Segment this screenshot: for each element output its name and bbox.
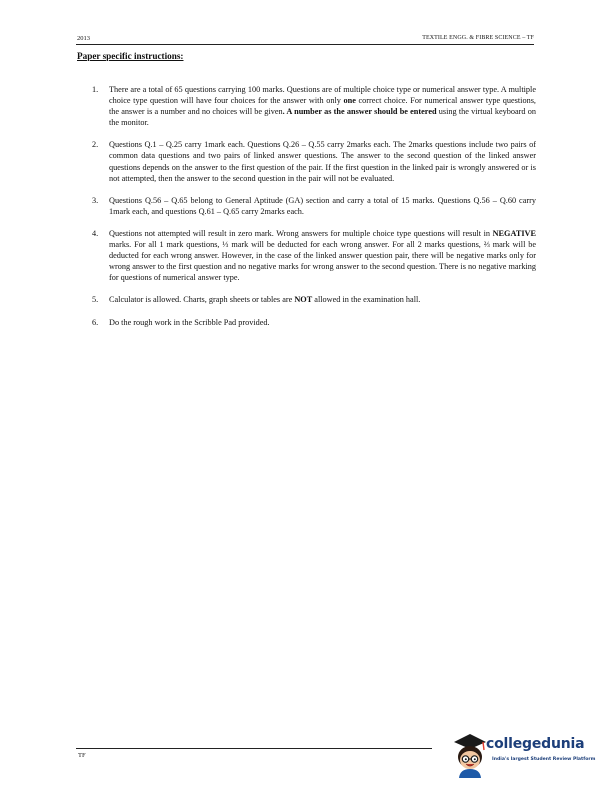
- instruction-list: [92, 84, 536, 339]
- instruction-item: [92, 84, 536, 128]
- instruction-segment: Do the rough work in the Scribble Pad provided.: [109, 317, 270, 327]
- instruction-text: [109, 317, 536, 328]
- logo-brand: collegedunia: [486, 736, 585, 752]
- instruction-number: 2.: [92, 140, 99, 150]
- instruction-item: [92, 195, 536, 217]
- instruction-number: 1.: [92, 85, 99, 94]
- instruction-segment: allowed in the examination hall.: [312, 295, 421, 305]
- instruction-text: [109, 195, 536, 217]
- header-divider: [76, 44, 534, 45]
- instruction-segment: correct choice. For numerical answer type questions, the answer is a number and no choices will be given: [109, 96, 536, 117]
- instruction-number: 4.: [92, 228, 99, 238]
- instruction-emphasis: one: [343, 96, 356, 106]
- instruction-segment: There are a total of 65 questions carrying 100 marks. Questions are of multiple choice type or numerical answer type. A multiple choice type question will have four choices for the answer with only: [109, 85, 536, 106]
- instruction-item: [92, 294, 536, 305]
- instruction-number: 5.: [92, 295, 99, 305]
- instruction-emphasis: NEGATIVE: [492, 228, 536, 238]
- instruction-emphasis: NOT: [294, 295, 313, 305]
- footer-divider: [76, 748, 432, 749]
- instruction-emphasis: . A number as the answer should be entered: [282, 107, 437, 117]
- instruction-segment: marks. For all 1 mark questions, ⅓ mark will be deducted for each wrong answer. For all 2 marks questions, ⅔ mark will be deducted for each wrong answer. However, in the case of the linked answer question pair, there will be negative marks only for wrong answer to the first question and no negative marks for wrong answer to the second question. There is no negative marking for questions of numerical answer type.: [109, 240, 536, 283]
- header-year: 2013: [77, 35, 90, 42]
- instruction-item: [92, 317, 536, 328]
- instruction-text: [109, 84, 536, 128]
- instruction-segment: Questions Q.56 – Q.65 belong to General Aptitude (GA) section and carry a total of 15 marks. Questions Q.56 – Q.60 carry 1mark each, and questions Q.61 – Q.65 carry 2marks each.: [109, 195, 536, 216]
- instruction-number: 3.: [92, 195, 99, 205]
- section-title: Paper specific instructions:: [77, 51, 184, 61]
- instruction-item: [92, 139, 536, 183]
- header-subject: TEXTILE ENGG. & FIBRE SCIENCE – TF: [422, 35, 534, 41]
- instruction-text: [109, 228, 536, 283]
- logo-tagline: India's largest Student Review Platform: [492, 757, 596, 762]
- instruction-number: 6.: [92, 317, 99, 327]
- instruction-segment: Questions Q.1 – Q.25 carry 1mark each. Questions Q.26 – Q.55 carry 2marks each. The 2marks questions include two pairs of common data questions and two pairs of linked answer questions. The answer to the second question of the linked answer questions depends on the answer to the first question of the pair. If the first question in the linked pair is wrongly answered or is not attempted, then the answer to the second question in the pair will not be evaluated.: [109, 140, 536, 183]
- instruction-item: [92, 228, 536, 283]
- collegedunia-logo: [450, 730, 600, 780]
- footer-paper-code: TF: [78, 752, 86, 759]
- instruction-segment: Calculator is allowed. Charts, graph sheets or tables are: [109, 295, 295, 305]
- instruction-segment: using the virtual keyboard on the monitor.: [109, 107, 536, 128]
- instruction-segment: Questions not attempted will result in zero mark. Wrong answers for multiple choice type questions will result in: [109, 228, 493, 238]
- instruction-text: [109, 139, 536, 183]
- student-mascot-icon: [450, 730, 490, 778]
- instruction-text: [109, 294, 536, 305]
